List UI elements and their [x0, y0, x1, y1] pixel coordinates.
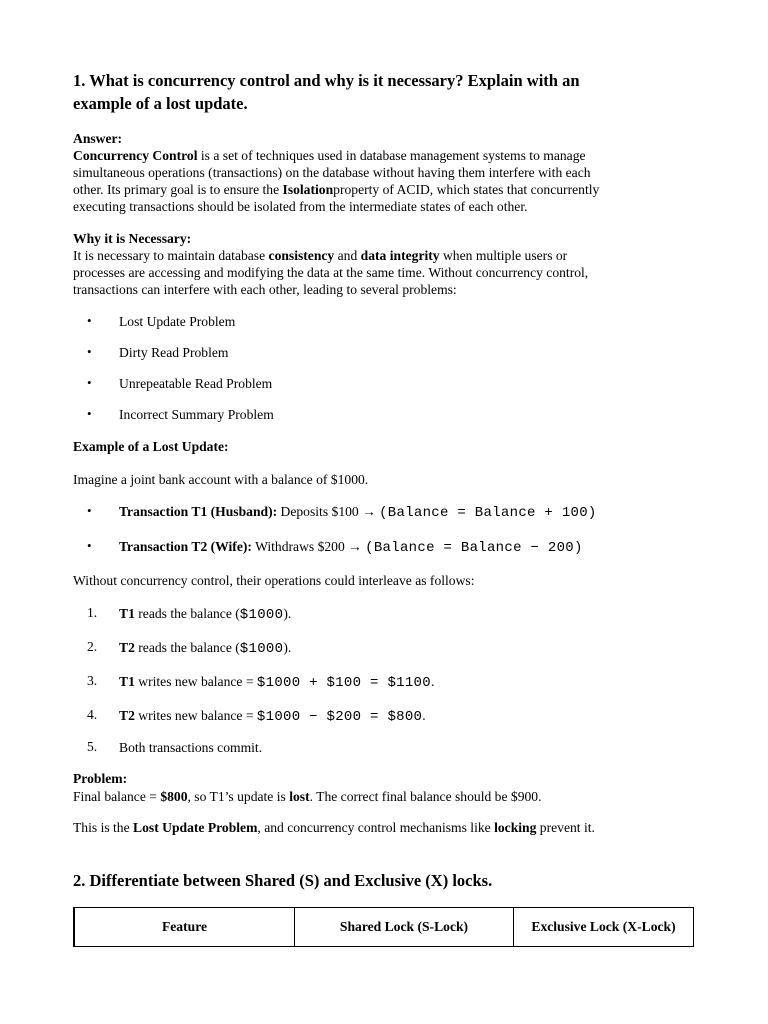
definition-text: is a set of techniques used in database management systems to manage: [197, 148, 586, 163]
list-item: Both transactions commit.: [119, 740, 263, 755]
definition-line2: simultaneous operations (transactions) on the database without having them interfere with each: [73, 165, 591, 180]
step-text: writes new balance =: [134, 708, 257, 723]
bullet-icon: •: [87, 375, 92, 390]
consistency-term: consistency: [268, 248, 335, 263]
step-actor: T2: [119, 640, 135, 655]
step-end: .: [422, 708, 426, 723]
t1-label: Transaction T1 (Husband):: [119, 504, 278, 519]
problem-c: , so T1’s update is: [187, 789, 290, 804]
bullet-icon: •: [87, 503, 92, 518]
concl-c: , and concurrency control mechanisms like: [257, 820, 495, 835]
definition-line3: [73, 181, 599, 198]
bullet-icon: •: [87, 313, 92, 328]
step-number: 4.: [87, 707, 98, 722]
step-end: ).: [283, 640, 292, 655]
conclusion-text: [73, 819, 595, 836]
definition-line1: [73, 147, 586, 164]
transaction-t1: [119, 503, 597, 522]
step-actor: T1: [119, 606, 135, 621]
step-number: 3.: [87, 673, 98, 688]
transaction-t2: [119, 538, 583, 557]
interleave-intro: Without concurrency control, their operations could interleave as follows:: [73, 573, 475, 588]
t2-formula: (Balance = Balance − 200): [365, 540, 583, 556]
column-header: Shared Lock (S-Lock): [295, 908, 514, 947]
answer-label: Answer:: [73, 131, 123, 146]
definition-line3-c: property of ACID, which states that concurrently: [333, 182, 600, 197]
concl-e: prevent it.: [536, 820, 595, 835]
q2-heading: 2. Differentiate between Shared (S) and Exclusive (X) locks.: [73, 871, 493, 890]
step-value: $1000 − $200 = $800: [256, 709, 423, 725]
why-line1-c: and: [334, 248, 361, 263]
list-item: [119, 605, 291, 624]
bullet-icon: •: [87, 538, 92, 553]
definition-line4: executing transactions should be isolated from the intermediate states of each other.: [73, 199, 528, 214]
table-header-row: [74, 908, 694, 947]
why-line2: processes are accessing and modifying the data at the same time. Without concurrency control,: [73, 265, 589, 280]
definition-term: Concurrency Control: [73, 148, 198, 163]
q1-heading-line1: 1. What is concurrency control and why is it necessary? Explain with an: [73, 71, 580, 90]
why-line3: transactions can interfere with each other, leading to several problems:: [73, 282, 457, 297]
step-value: $1000: [239, 607, 284, 623]
step-value: $1000: [239, 641, 284, 657]
example-intro: Imagine a joint bank account with a balance of $1000.: [73, 472, 369, 487]
why-line1-e: when multiple users or: [439, 248, 568, 263]
concl-b: Lost Update Problem: [133, 820, 258, 835]
step-value: $1000 + $100 = $1100: [256, 675, 431, 691]
q1-heading-line2: example of a lost update.: [73, 94, 248, 113]
step-number: 1.: [87, 605, 98, 620]
list-item: Dirty Read Problem: [119, 345, 229, 360]
bullet-icon: •: [87, 406, 92, 421]
step-end: ).: [283, 606, 292, 621]
problem-text: [73, 788, 541, 805]
t1-formula: (Balance = Balance + 100): [379, 505, 597, 521]
list-item: [119, 639, 291, 658]
isolation-term: Isolation: [282, 182, 334, 197]
list-item: [119, 673, 434, 692]
list-item: [119, 707, 426, 726]
problem-label: Problem:: [73, 771, 128, 786]
column-header: Feature: [74, 908, 295, 947]
problem-a: Final balance =: [73, 789, 161, 804]
step-text: reads the balance (: [134, 606, 240, 621]
step-text: writes new balance =: [134, 674, 257, 689]
list-item: Lost Update Problem: [119, 314, 236, 329]
concl-a: This is the: [73, 820, 134, 835]
why-label: Why it is Necessary:: [73, 231, 192, 246]
step-text: reads the balance (: [134, 640, 240, 655]
bullet-icon: •: [87, 344, 92, 359]
locks-table: [73, 907, 694, 947]
step-number: 5.: [87, 739, 98, 754]
problem-b: $800: [160, 789, 188, 804]
step-number: 2.: [87, 639, 98, 654]
t2-text: Withdraws $200 →: [251, 539, 366, 554]
concl-d: locking: [494, 820, 537, 835]
problem-d: lost: [289, 789, 310, 804]
why-line1-a: It is necessary to maintain database: [73, 248, 269, 263]
t2-label: Transaction T2 (Wife):: [119, 539, 252, 554]
data-integrity-term: data integrity: [360, 248, 440, 263]
list-item: Unrepeatable Read Problem: [119, 376, 273, 391]
problem-e: . The correct final balance should be $900.: [309, 789, 542, 804]
example-label: Example of a Lost Update:: [73, 439, 229, 454]
step-actor: T1: [119, 674, 135, 689]
column-header: Exclusive Lock (X-Lock): [514, 908, 694, 947]
definition-line3-a: other. Its primary goal is to ensure the: [73, 182, 283, 197]
list-item: Incorrect Summary Problem: [119, 407, 274, 422]
step-actor: T2: [119, 708, 135, 723]
why-line1: [73, 247, 567, 264]
t1-text: Deposits $100 →: [277, 504, 380, 519]
step-end: .: [430, 674, 435, 689]
